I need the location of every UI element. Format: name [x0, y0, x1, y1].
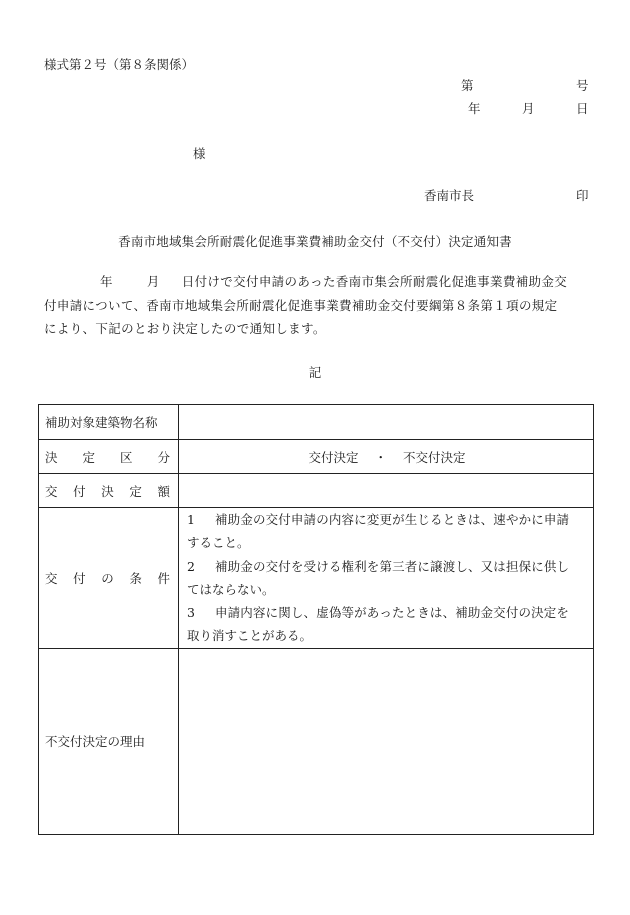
label-char: 区: [119, 449, 133, 465]
building-name-value: [179, 405, 594, 440]
seal-mark: 印: [576, 188, 589, 203]
condition-number: 1: [187, 512, 196, 527]
label-char: 決: [101, 483, 114, 499]
issuer-name: 香南市長: [424, 188, 475, 203]
condition-text-continued: 取り消すことがある。: [187, 628, 313, 644]
body-line-3: により、下記のとおり決定したので通知します。: [44, 321, 326, 336]
condition-item: [187, 508, 587, 531]
label-char: 決: [45, 449, 58, 465]
table-row: [39, 405, 594, 440]
document-number-suffix: 号: [576, 78, 589, 93]
grant-amount-value: [179, 474, 594, 508]
grant-conditions-label: [39, 508, 179, 649]
label-char: の: [101, 570, 114, 586]
condition-text: 補助金の交付を受ける権利を第三者に譲渡し、又は担保に供し: [215, 558, 570, 574]
condition-item: [187, 601, 587, 624]
label-char: 交: [45, 483, 58, 499]
no-grant-reason-label: 不交付決定の理由: [39, 648, 179, 834]
decision-table: [38, 404, 594, 835]
condition-text-continued: すること。: [187, 535, 250, 551]
body-month-label: 月: [146, 274, 160, 289]
decision-no-grant-option: 不交付決定: [403, 449, 466, 465]
decision-separator: ・: [374, 449, 387, 465]
condition-number: 2: [187, 558, 196, 574]
table-row: [39, 440, 594, 474]
condition-number: 3: [187, 605, 196, 621]
table-row: [39, 474, 594, 508]
decision-category-value: [179, 440, 594, 474]
decision-category-label: [39, 440, 179, 474]
building-name-label: 補助対象建築物名称: [39, 405, 179, 440]
condition-text: 申請内容に関し、虚偽等があったときは、補助金交付の決定を: [215, 605, 570, 621]
date-month-label: 月: [522, 101, 535, 116]
condition-item: [187, 555, 587, 578]
document-number-prefix: 第: [461, 78, 474, 93]
label-char: 付: [73, 483, 86, 499]
grant-amount-label: [39, 474, 179, 508]
addressee-honorific: 様: [193, 146, 206, 161]
body-line-1: [44, 270, 592, 294]
decision-grant-option: 交付決定: [308, 449, 359, 465]
condition-text-continued: てはならない。: [187, 581, 275, 597]
body-line-2: 付申請について、香南市地域集会所耐震化促進事業費補助金交付要綱第８条第１項の規定: [44, 297, 558, 313]
body-year-label: 年: [100, 274, 113, 289]
document-title: 香南市地域集会所耐震化促進事業費補助金交付（不交付）決定通知書: [118, 234, 512, 249]
label-char: 条: [129, 570, 142, 586]
label-char: 件: [157, 570, 170, 586]
form-number: 様式第２号（第８条関係）: [44, 57, 195, 72]
label-char: 定: [82, 449, 95, 465]
label-char: 額: [157, 483, 170, 499]
condition-text: 補助金の交付申請の内容に変更が生じるときは、速やかに申請: [215, 512, 570, 527]
table-row: [39, 648, 594, 834]
label-char: 付: [73, 570, 86, 586]
ki-heading: 記: [308, 365, 322, 380]
table-row: [39, 508, 594, 649]
label-char: 定: [129, 483, 142, 499]
date-day-label: 日: [576, 101, 589, 116]
label-char: 分: [157, 449, 170, 465]
body-line-1-text: 日付けで交付申請のあった香南市集会所耐震化促進事業費補助金交: [181, 274, 568, 289]
label-char: 交: [45, 570, 58, 586]
date-year-label: 年: [468, 101, 481, 116]
grant-conditions-value: [179, 508, 594, 649]
body-paragraph: [44, 270, 592, 341]
no-grant-reason-value: [179, 648, 594, 834]
